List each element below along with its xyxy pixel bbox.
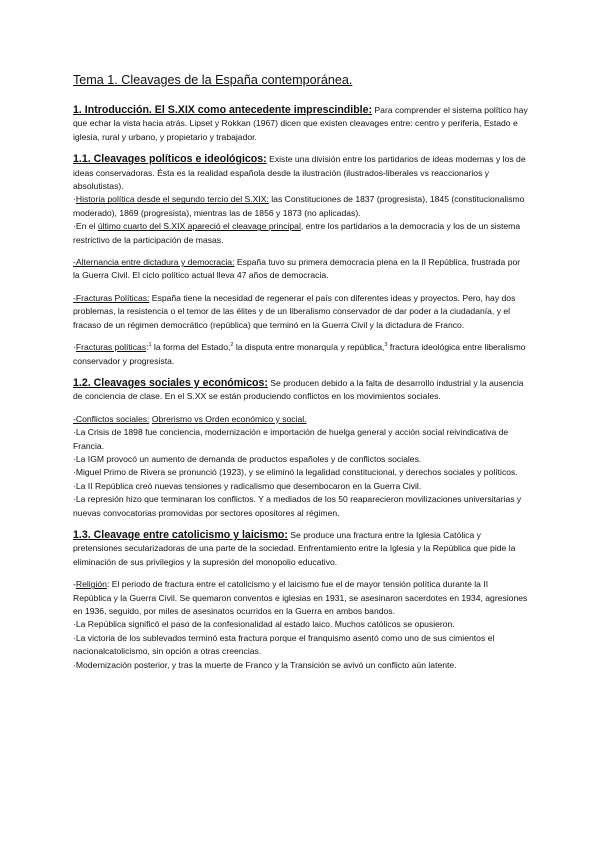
footnote-2: 2 <box>230 342 234 349</box>
dash: - <box>73 579 76 590</box>
fracturas-paragraph <box>73 292 528 332</box>
religion-label: Religión <box>75 579 107 590</box>
section-social-text: Se producen debido a la falta de desarrollo industrial y la ausencia de conciencia de clase. En el S.XX se están produciendo conflictos en los movimientos sociales. <box>73 377 524 402</box>
religion-paragraph <box>73 578 528 618</box>
fracturas-list-label: Fracturas políticas <box>75 342 147 353</box>
list-item: ·La República significó el paso de la confesionalidad al estado laico. Muchos católicos se opusieron. <box>73 619 455 630</box>
conflictos-label: -Conflictos sociales: <box>73 413 150 424</box>
conflictos-subtitle: Obrerismo vs Orden económico y social. <box>151 413 307 424</box>
document-title: Tema 1. Cleavages de la España contemporánea. <box>73 73 353 87</box>
bullet: · <box>73 194 76 205</box>
main-cleavage-paragraph <box>73 220 528 247</box>
religion-text: : El periodo de fractura entre el catolicismo y el laicismo fue el de mayor tensión política durante la II República y la Guerra Civil. Se quemaron conventos e iglesias en 1931, se asesinaron sacerdotes en 1934, agresiones en 1936, seguido, por miles de asesinatos ocurridos en la Guerra en ambos bandos. <box>73 579 528 616</box>
footnote-3: 3 <box>384 342 388 349</box>
list-item: ·La Crisis de 1898 fue conciencia, modernización e importación de huelga general y acción social reivindicativa de Francia. <box>73 427 509 451</box>
section-religion-heading: 1.3. Cleavage entre catolicismo y laicismo: <box>73 528 288 541</box>
colon: : <box>146 342 149 353</box>
section-religion-text: Se produce una fractura entre la Iglesia Católica y pretensiones secularizadoras de una parte de la sociedad. Enfrentamiento entre la Iglesia y la República que pide la eliminación de sus privilegios y la supresión del monopolio educativo. <box>73 529 516 567</box>
list-item: ·La victoria de los sublevados terminó esta fractura porque el franquismo asentó como uno de sus cimientos el nacionalcatolicismo, sin opción a otras creencias. <box>73 632 495 657</box>
list-item: ·La IGM provocó un aumento de demanda de productos españoles y de conflictos sociales. <box>73 453 422 464</box>
fracturas-item-b: la disputa entre monarquía y república, <box>233 342 385 353</box>
political-history-paragraph <box>73 193 528 220</box>
political-history-text: las Constituciones de 1837 (progresista), 1845 (constitucionalismo moderado), 1869 (progresista), mientras las de 1856 y 1873 (no aplicadas). <box>73 194 525 218</box>
section-intro <box>73 104 528 144</box>
section-political <box>73 153 528 193</box>
list-item: ·La II República creó nuevas tensiones y radicalismo que desembocaron en la Guerra Civil. <box>73 480 422 491</box>
section-religion <box>73 529 528 569</box>
alternancia-text: España tuvo su primera democracia plena en la II República, frustrada por la Guerra Civil. El ciclo político actual lleva 47 años de democracia. <box>73 257 521 281</box>
document-page <box>73 72 528 672</box>
section-intro-heading: 1. Introducción. El S.XIX como antecedente imprescindible: <box>73 104 373 116</box>
main-cleavage-text: , entre los partidarios a la democracia y los de un sistema restrictivo de la participación de masas. <box>73 221 521 245</box>
section-political-text: Existe una división entre los partidarios de ideas modernas y los de ideas conservadoras. Ésta es la realidad española desde la ilustración (ilustrados-liberales vs reaccionarios y absolutistas). <box>73 154 526 192</box>
section-social-heading: 1.2. Cleavages sociales y económicos: <box>73 376 268 389</box>
fracturas-text: España tiene la necesidad de regenerar el país con diferentes ideas y proyectos. Pero, hay dos problemas, la resistencia o el temor de las élites y de un liberalismo conservador de dar poder a la ciudadanía, y el fracaso de un régimen democrático (república) que terminó en la Guerra Civil y la dictadura de Franco. <box>73 292 516 330</box>
footnote-1: 1 <box>148 342 152 349</box>
section-intro-text: Para comprender el sistema político hay que echar la vista hacia atrás. Lipset y Rokkan (1967) dicen que existen cleavages entre: centro y periferia, Estado e iglesia, rural y urbano, y propietario y trabajador. <box>73 105 528 142</box>
fracturas-item-c: fractura ideológica entre liberalismo conservador y progresista. <box>73 342 526 366</box>
alternancia-label: -Alternancia entre dictadura y democracia: <box>73 257 235 268</box>
list-item: ·La represión hizo que terminaran los conflictos. Y a mediados de los 50 reaparecieron movilizaciones universitarias y nuevas convocatorias promovidas por sectores opositores al régimen. <box>73 494 522 518</box>
alternancia-paragraph <box>73 256 528 283</box>
fracturas-list-paragraph <box>73 341 528 368</box>
section-political-heading: 1.1. Cleavages políticos e ideológicos: <box>73 153 267 166</box>
fracturas-item-a: la forma del Estado, <box>151 342 231 353</box>
bullet: · <box>73 342 76 353</box>
fracturas-label: -Fracturas Políticas: <box>73 292 150 303</box>
political-history-label: Historia política desde el segundo tercio del S.XIX: <box>75 194 269 205</box>
main-cleavage-prefix: ·En el <box>73 221 98 232</box>
list-item: ·Modernización posterior, y tras la muerte de Franco y la Transición se avivó un conflicto aún latente. <box>73 659 457 670</box>
section-social <box>73 377 528 404</box>
main-cleavage-label: último cuarto del S.XIX apareció el cleavage principal <box>97 221 301 232</box>
list-item: ·Miguel Primo de Rivera se pronunció (1923), y se eliminó la legalidad constitucional, y derechos sociales y políticos. <box>73 467 518 478</box>
conflictos-heading-line <box>73 413 528 426</box>
